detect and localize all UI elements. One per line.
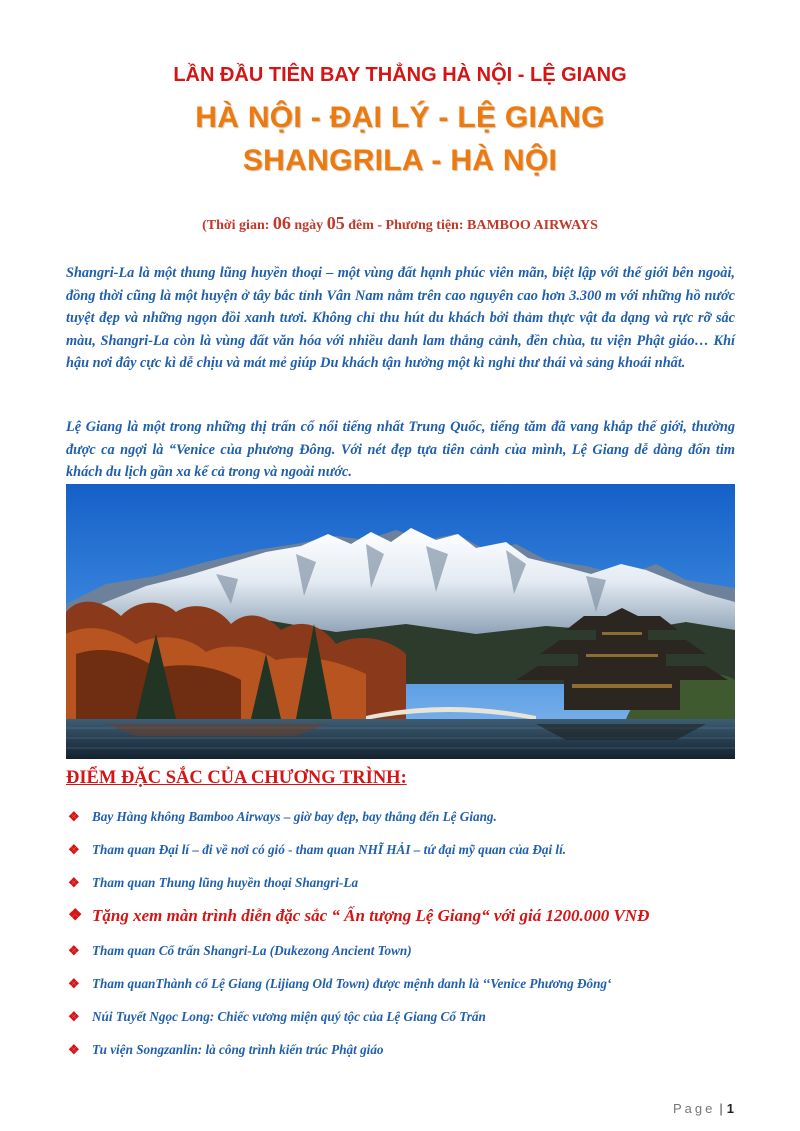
meta-days: 06 bbox=[272, 213, 291, 233]
highlight-text: Tặng xem màn trình diễn đặc sắc “ Ấn tượng Lệ Giang“ với giá 1200.000 VNĐ bbox=[92, 906, 650, 925]
diamond-bullet-icon: ❖ bbox=[68, 943, 80, 958]
tour-meta bbox=[0, 213, 800, 234]
intro-lijiang: Lệ Giang là một trong những thị trấn cổ nổi tiếng nhất Trung Quốc, tiếng tăm đã vang khắp thế giới, thường được ca ngợi là “Venice của phương Đông. Với nét đẹp tựa tiên cảnh của mình, Lệ Giang dễ dàng đốn tim khách du lịch gần xa kể cả trong và ngoài nước. bbox=[66, 419, 735, 480]
page-label: Page bbox=[673, 1101, 716, 1116]
meta-prefix: (Thời gian: bbox=[202, 218, 273, 233]
highlights-list bbox=[66, 806, 746, 1072]
intro-shangrila: Shangri-La là một thung lũng huyền thoại – một vùng đất hạnh phúc viên mãn, biệt lập với thế giới bên ngoài, đồng thời cũng là một huyện ở tây bắc tỉnh Vân Nam nằm trên cao nguyên cao hơn 3.300 m với những hồ nước tuyệt đẹp và những ngọn đồi xanh tươi. Không chỉ thu hút du khách bởi thảm thực vật đa dạng và rực rỡ sắc màu, Shangri-La còn là vùng đất văn hóa với nhiều danh lam thắng cảnh, đền chùa, tu viện Phật giáo… Khí hậu nơi đây cực kì dễ chịu và mát mẻ giúp Du khách tận hưởng một kì nghỉ thư thái và sảng khoái nhất. bbox=[66, 265, 735, 371]
meta-suffix: đêm - Phương tiện: BAMBOO AIRWAYS bbox=[344, 218, 598, 233]
list-item bbox=[66, 973, 746, 1006]
diamond-bullet-icon: ❖ bbox=[68, 1009, 80, 1024]
diamond-bullet-icon: ❖ bbox=[68, 1042, 80, 1057]
list-item bbox=[66, 1039, 746, 1072]
page-number: 1 bbox=[726, 1101, 734, 1116]
diamond-bullet-icon: ❖ bbox=[68, 907, 83, 924]
page-footer bbox=[673, 1101, 734, 1116]
list-item bbox=[66, 806, 746, 839]
highlight-text: Tham quanThành cổ Lệ Giang (Lijiang Old Town) được mệnh danh là ‘‘Venice Phương Đông‘ bbox=[92, 976, 612, 991]
highlight-text: Bay Hàng không Bamboo Airways – giờ bay đẹp, bay thẳng đến Lệ Giang. bbox=[92, 809, 497, 824]
diamond-bullet-icon: ❖ bbox=[68, 842, 80, 857]
meta-nights: 05 bbox=[326, 213, 345, 233]
diamond-bullet-icon: ❖ bbox=[68, 976, 80, 991]
highlight-text: Núi Tuyết Ngọc Long: Chiếc vương miện quý tộc của Lệ Giang Cổ Trấn bbox=[92, 1009, 486, 1024]
list-item bbox=[66, 940, 746, 973]
list-item bbox=[66, 1006, 746, 1039]
list-item bbox=[66, 872, 746, 905]
jade-dragon-snow-mountain-photo bbox=[66, 484, 735, 759]
highlight-text: Tham quan Thung lũng huyền thoại Shangri-La bbox=[92, 875, 359, 890]
tour-headline: LẦN ĐẦU TIÊN BAY THẲNG HÀ NỘI - LỆ GIANG bbox=[173, 64, 627, 86]
list-item bbox=[66, 839, 746, 872]
tour-route-line-2: SHANGRILA - HÀ NỘI bbox=[242, 144, 558, 177]
diamond-bullet-icon: ❖ bbox=[68, 809, 80, 824]
tour-route-line-1: HÀ NỘI - ĐẠI LÝ - LỆ GIANG bbox=[195, 101, 605, 134]
highlight-text: Tham quan Đại lí – đi về nơi có gió - tham quan NHĨ HẢI – tứ đại mỹ quan của Đại lí. bbox=[92, 842, 567, 857]
diamond-bullet-icon: ❖ bbox=[68, 875, 80, 890]
list-item-featured bbox=[66, 905, 746, 940]
highlights-title: ĐIỂM ĐẶC SẮC CỦA CHƯƠNG TRÌNH: bbox=[66, 768, 407, 788]
meta-days-word: ngày bbox=[290, 218, 327, 233]
highlight-text: Tu viện Songzanlin: là công trình kiến trúc Phật giáo bbox=[92, 1042, 384, 1057]
highlight-text: Tham quan Cổ trấn Shangri-La (Dukezong Ancient Town) bbox=[92, 943, 412, 958]
page-separator: | bbox=[719, 1101, 723, 1116]
